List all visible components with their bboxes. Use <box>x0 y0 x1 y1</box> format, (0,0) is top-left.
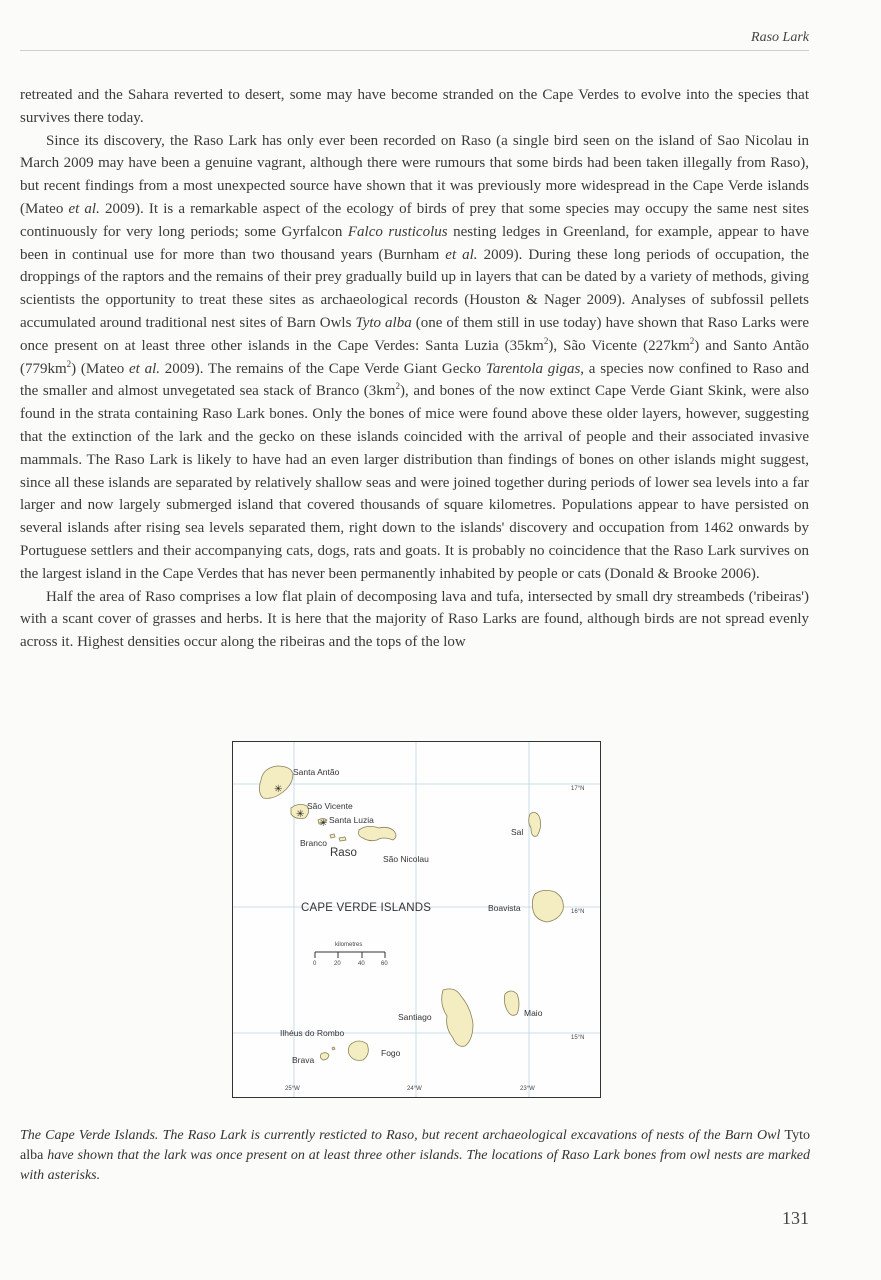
island-ilheus-rombo <box>332 1047 335 1050</box>
label-santa-luzia: Santa Luzia <box>329 815 374 825</box>
label-santo-antao: Santa Antão <box>293 767 340 777</box>
island-sal <box>529 812 541 836</box>
scale-tick-60: 60 <box>381 961 388 967</box>
paragraph-2: Since its discovery, the Raso Lark has only ever been recorded on Raso (a single bird seen on the island of Sao Nicolau in March 2009 may have been a genuine vagrant, although there were rumours that some birds had been taken illegally from Raso), but recent findings from a most unexpected source have shown that it was previously more widespread in the Cape Verde islands (Mateo et al. 2009). It is a remarkable aspect of the ecology of birds of prey that some species may occupy the same nest sites continuously for very long periods; some Gyrfalcon Falco rusticolus nesting ledges in Greenland, for example, appear to have been in continual use for more than two thousand years (Burnham et al. 2009). During these long periods of occupation, the droppings of the raptors and the remains of their prey gradually build up in layers that can be dated by a variety of methods, giving scientists the opportunity to treat these sites as archaeological records (Houston & Nager 2009). Analyses of subfossil pellets accumulated around traditional nest sites of Barn Owls Tyto alba (one of them still in use today) have shown that Raso Larks were once present on at least three other islands in the Cape Verdes: Santa Luzia $(35km^2)$, São Vicente $(227km^2)$ and Santo Antão $(779km^2)$ (Mateo et al. 2009). The remains of the Cape Verde Giant Gecko Tarentola gigas, a species now confined to Raso and the smaller and almost unvegetated sea stack of Branco $(3km^2)$, and bones of the now extinct Cape Verde Giant Skink, were also found in the strata containing Raso Lark bones. Only the bones of mice were found above these older layers, however, suggesting that the extinction of the lark and the gecko on these islands coincided with the arrival of people and their associated invasive mammals. The Raso Lark is likely to have had an even larger distribution than findings of bones on other islands might suggest, since all these islands are separated by relatively shallow seas and were joined together during periods of lower sea levels into a far larger and now largely submerged island that covered thousands of square kilometres. Populations appear to have persisted on several islands after rising sea levels separated them, right down to the islands' discovery and occupation from 1462 onwards by Portuguese settlers and their accompanying cats, dogs, rats and goats. It is probably no coincidence that the Raso Lark survives on the largest island in the Cape Verdes that has never been permanently inhabited by people or cats (Donald & Brooke 2006). <box>20 132 810 582</box>
scale-bar <box>315 952 385 958</box>
island-brava <box>320 1053 329 1060</box>
label-sao-vicente: São Vicente <box>307 801 353 811</box>
island-fogo <box>348 1041 368 1060</box>
asterisk-santa-luzia: ✳ <box>319 818 328 829</box>
label-raso: Raso <box>330 847 357 859</box>
map-title: CAPE VERDE ISLANDS <box>301 902 432 914</box>
label-fogo: Fogo <box>381 1048 401 1058</box>
longitude-24: 24°W <box>407 1086 422 1092</box>
label-brava: Brava <box>292 1055 315 1065</box>
label-ilheus-rombo: Ilhéus do Rombo <box>280 1028 345 1038</box>
scale-tick-20: 20 <box>334 961 341 967</box>
label-boavista: Boavista <box>488 903 521 913</box>
body-text <box>20 84 809 654</box>
label-branco: Branco <box>300 838 327 848</box>
paragraph-1: retreated and the Sahara reverted to desert, some may have become stranded on the Cape Verdes to evolve into the species that survives there today. <box>20 87 809 126</box>
map-graphic <box>233 742 600 1097</box>
island-raso <box>339 837 346 841</box>
label-maio: Maio <box>524 1008 543 1018</box>
latitude-15: 15°N <box>571 1035 585 1041</box>
scale-tick-0: 0 <box>313 961 317 967</box>
longitude-25: 25°W <box>285 1086 300 1092</box>
paragraph-3: Half the area of Raso comprises a low flat plain of decomposing lava and tufa, intersected by small dry streambeds ('ribeiras') with a scant cover of grasses and herbs. It is here that the majority of Raso Larks are found, although birds are not spread evenly across it. Highest densities occur along the ribeiras and the tops of the low <box>20 588 809 651</box>
asterisk-sao-vicente: ✳ <box>296 809 305 820</box>
scale-label: kilometres <box>335 942 363 948</box>
island-boavista <box>532 890 563 922</box>
figure-caption: The Cape Verde Islands. The Raso Lark is currently resticted to Raso, but recent archaeological excavations of nests of the Barn Owl Tyto alba have shown that the lark was once present on at least three other islands. The locations of Raso Lark bones from owl nests are marked with asterisks. <box>20 1128 810 1183</box>
asterisk-santo-antao: ✳ <box>274 784 283 795</box>
cape-verde-map <box>232 741 601 1098</box>
island-maio <box>504 991 519 1015</box>
island-santiago <box>442 989 473 1046</box>
island-branco <box>330 834 335 838</box>
page-number: 131 <box>782 1208 809 1228</box>
scale-tick-40: 40 <box>358 961 365 967</box>
longitude-23: 23°W <box>520 1086 535 1092</box>
running-title: Raso Lark <box>751 30 809 45</box>
latitude-17: 17°N <box>571 786 585 792</box>
label-santiago: Santiago <box>398 1012 432 1022</box>
island-sao-nicolau <box>359 826 397 840</box>
label-sao-nicolau: São Nicolau <box>383 854 429 864</box>
running-header <box>20 28 809 51</box>
label-sal: Sal <box>511 827 524 837</box>
latitude-16: 16°N <box>571 909 585 915</box>
